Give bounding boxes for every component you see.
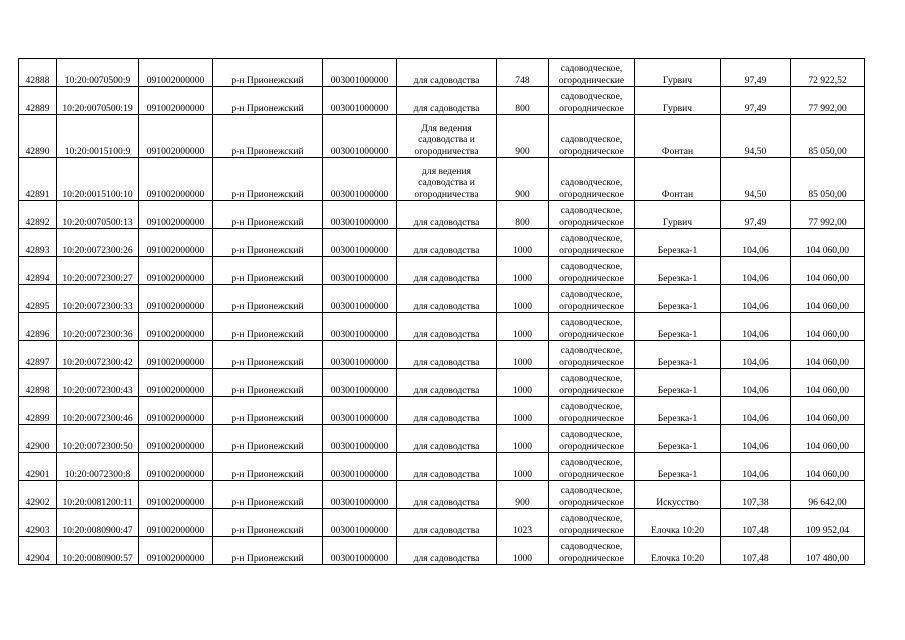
row-number-cell: 42894	[19, 257, 57, 285]
district-cell: р-н Прионежский	[213, 257, 323, 285]
land-category-cell: садоводческое, огородническое	[549, 453, 635, 481]
permitted-use-cell: для ведения садоводства и огородничества	[397, 158, 497, 201]
cadastral-number-cell: 10:20:0072300:33	[57, 285, 139, 313]
row-number-cell: 42901	[19, 453, 57, 481]
okato-code-cell: 091002000000	[139, 257, 213, 285]
cadastral-number-cell: 10:20:0015100:9	[57, 115, 139, 158]
land-category-cell: садоводческое, огородническое	[549, 285, 635, 313]
cadastral-number-cell: 10:20:0072300:43	[57, 369, 139, 397]
permitted-use-cell: для садоводства	[397, 257, 497, 285]
district-cell: р-н Прионежский	[213, 158, 323, 201]
cadastral-value-cell: 109 952,04	[791, 509, 865, 537]
cadastral-value-cell: 77 992,00	[791, 87, 865, 115]
row-number-cell: 42890	[19, 115, 57, 158]
settlement-cell: Гурвич	[635, 87, 721, 115]
area-cell: 1000	[497, 313, 549, 341]
district-cell: р-н Прионежский	[213, 537, 323, 565]
area-cell: 900	[497, 481, 549, 509]
district-cell: р-н Прионежский	[213, 59, 323, 87]
land-category-cell: садоводческое, огороднические	[549, 59, 635, 87]
settlement-cell: Березка-1	[635, 229, 721, 257]
permitted-use-cell: для садоводства	[397, 201, 497, 229]
land-category-cell: садоводческое, огородническое	[549, 397, 635, 425]
category-code-cell: 003001000000	[323, 397, 397, 425]
specific-value-cell: 97,49	[721, 201, 791, 229]
okato-code-cell: 091002000000	[139, 481, 213, 509]
cadastral-number-cell: 10:20:0072300:27	[57, 257, 139, 285]
district-cell: р-н Прионежский	[213, 229, 323, 257]
category-code-cell: 003001000000	[323, 341, 397, 369]
land-category-cell: садоводческое, огородническое	[549, 201, 635, 229]
cadastral-value-cell: 104 060,00	[791, 313, 865, 341]
land-category-cell: садоводческое, огородническое	[549, 537, 635, 565]
table-row	[19, 509, 865, 537]
district-cell: р-н Прионежский	[213, 201, 323, 229]
land-category-cell: садоводческое, огородническое	[549, 509, 635, 537]
cadastral-value-cell: 104 060,00	[791, 425, 865, 453]
okato-code-cell: 091002000000	[139, 201, 213, 229]
cadastral-value-cell: 104 060,00	[791, 397, 865, 425]
okato-code-cell: 091002000000	[139, 341, 213, 369]
okato-code-cell: 091002000000	[139, 115, 213, 158]
land-category-cell: садоводческое, огородническое	[549, 313, 635, 341]
cadastral-value-cell: 107 480,00	[791, 537, 865, 565]
cadastral-number-cell: 10:20:0015100:10	[57, 158, 139, 201]
table-row	[19, 397, 865, 425]
table-row	[19, 481, 865, 509]
district-cell: р-н Прионежский	[213, 481, 323, 509]
table-body	[19, 59, 865, 565]
district-cell: р-н Прионежский	[213, 369, 323, 397]
area-cell: 900	[497, 158, 549, 201]
specific-value-cell: 104,06	[721, 229, 791, 257]
settlement-cell: Фонтан	[635, 115, 721, 158]
area-cell: 1000	[497, 537, 549, 565]
settlement-cell: Березка-1	[635, 453, 721, 481]
settlement-cell: Березка-1	[635, 369, 721, 397]
land-category-cell: садоводческое, огородническое	[549, 425, 635, 453]
district-cell: р-н Прионежский	[213, 285, 323, 313]
category-code-cell: 003001000000	[323, 201, 397, 229]
category-code-cell: 003001000000	[323, 453, 397, 481]
cadastral-number-cell: 10:20:0072300:8	[57, 453, 139, 481]
land-category-cell: садоводческое, огородническое	[549, 87, 635, 115]
okato-code-cell: 091002000000	[139, 537, 213, 565]
table-row	[19, 115, 865, 158]
table-row	[19, 313, 865, 341]
cadastral-value-cell: 72 922,52	[791, 59, 865, 87]
table-row	[19, 87, 865, 115]
okato-code-cell: 091002000000	[139, 369, 213, 397]
settlement-cell: Березка-1	[635, 313, 721, 341]
table-row	[19, 201, 865, 229]
area-cell: 1000	[497, 453, 549, 481]
table-row	[19, 341, 865, 369]
land-category-cell: садоводческое, огородническое	[549, 158, 635, 201]
land-category-cell: садоводческое, огородническое	[549, 257, 635, 285]
cadastral-value-cell: 85 050,00	[791, 158, 865, 201]
category-code-cell: 003001000000	[323, 115, 397, 158]
area-cell: 1000	[497, 397, 549, 425]
cadastral-number-cell: 10:20:0072300:36	[57, 313, 139, 341]
area-cell: 1000	[497, 425, 549, 453]
area-cell: 1000	[497, 257, 549, 285]
permitted-use-cell: для садоводства	[397, 397, 497, 425]
settlement-cell: Березка-1	[635, 425, 721, 453]
cadastral-value-cell: 104 060,00	[791, 341, 865, 369]
district-cell: р-н Прионежский	[213, 341, 323, 369]
permitted-use-cell: для садоводства	[397, 425, 497, 453]
settlement-cell: Гурвич	[635, 201, 721, 229]
table-row	[19, 59, 865, 87]
category-code-cell: 003001000000	[323, 509, 397, 537]
settlement-cell: Фонтан	[635, 158, 721, 201]
table-row	[19, 425, 865, 453]
category-code-cell: 003001000000	[323, 87, 397, 115]
specific-value-cell: 107,38	[721, 481, 791, 509]
row-number-cell: 42888	[19, 59, 57, 87]
permitted-use-cell: для садоводства	[397, 341, 497, 369]
permitted-use-cell: Для ведения садоводства и огородничества	[397, 115, 497, 158]
cadastral-value-cell: 104 060,00	[791, 229, 865, 257]
table-row	[19, 453, 865, 481]
row-number-cell: 42889	[19, 87, 57, 115]
cadastral-number-cell: 10:20:0070500:19	[57, 87, 139, 115]
cadastral-number-cell: 10:20:0072300:50	[57, 425, 139, 453]
settlement-cell: Березка-1	[635, 285, 721, 313]
row-number-cell: 42898	[19, 369, 57, 397]
table-row	[19, 257, 865, 285]
table-row	[19, 158, 865, 201]
row-number-cell: 42896	[19, 313, 57, 341]
okato-code-cell: 091002000000	[139, 509, 213, 537]
category-code-cell: 003001000000	[323, 59, 397, 87]
district-cell: р-н Прионежский	[213, 87, 323, 115]
table-row	[19, 537, 865, 565]
cadastral-value-table	[18, 58, 865, 565]
cadastral-number-cell: 10:20:0072300:46	[57, 397, 139, 425]
area-cell: 1000	[497, 369, 549, 397]
settlement-cell: Березка-1	[635, 397, 721, 425]
specific-value-cell: 104,06	[721, 397, 791, 425]
specific-value-cell: 104,06	[721, 369, 791, 397]
district-cell: р-н Прионежский	[213, 425, 323, 453]
okato-code-cell: 091002000000	[139, 87, 213, 115]
okato-code-cell: 091002000000	[139, 453, 213, 481]
district-cell: р-н Прионежский	[213, 397, 323, 425]
specific-value-cell: 104,06	[721, 257, 791, 285]
permitted-use-cell: для садоводства	[397, 481, 497, 509]
okato-code-cell: 091002000000	[139, 425, 213, 453]
area-cell: 1000	[497, 285, 549, 313]
specific-value-cell: 104,06	[721, 341, 791, 369]
district-cell: р-н Прионежский	[213, 453, 323, 481]
okato-code-cell: 091002000000	[139, 229, 213, 257]
specific-value-cell: 94,50	[721, 115, 791, 158]
okato-code-cell: 091002000000	[139, 285, 213, 313]
row-number-cell: 42900	[19, 425, 57, 453]
permitted-use-cell: для садоводства	[397, 537, 497, 565]
specific-value-cell: 97,49	[721, 87, 791, 115]
row-number-cell: 42891	[19, 158, 57, 201]
area-cell: 900	[497, 115, 549, 158]
specific-value-cell: 104,06	[721, 453, 791, 481]
permitted-use-cell: для садоводства	[397, 313, 497, 341]
category-code-cell: 003001000000	[323, 229, 397, 257]
specific-value-cell: 107,48	[721, 537, 791, 565]
row-number-cell: 42893	[19, 229, 57, 257]
cadastral-number-cell: 10:20:0072300:42	[57, 341, 139, 369]
okato-code-cell: 091002000000	[139, 158, 213, 201]
permitted-use-cell: для садоводства	[397, 229, 497, 257]
settlement-cell: Искусство	[635, 481, 721, 509]
okato-code-cell: 091002000000	[139, 313, 213, 341]
specific-value-cell: 97,49	[721, 59, 791, 87]
cadastral-number-cell: 10:20:0081200:11	[57, 481, 139, 509]
settlement-cell: Елочка 10:20	[635, 537, 721, 565]
category-code-cell: 003001000000	[323, 285, 397, 313]
specific-value-cell: 104,06	[721, 313, 791, 341]
cadastral-number-cell: 10:20:0080900:57	[57, 537, 139, 565]
row-number-cell: 42899	[19, 397, 57, 425]
table-row	[19, 369, 865, 397]
row-number-cell: 42904	[19, 537, 57, 565]
category-code-cell: 003001000000	[323, 257, 397, 285]
cadastral-value-cell: 85 050,00	[791, 115, 865, 158]
row-number-cell: 42895	[19, 285, 57, 313]
table-row	[19, 229, 865, 257]
settlement-cell: Гурвич	[635, 59, 721, 87]
specific-value-cell: 94,50	[721, 158, 791, 201]
permitted-use-cell: для садоводства	[397, 87, 497, 115]
cadastral-value-cell: 104 060,00	[791, 257, 865, 285]
cadastral-number-cell: 10:20:0072300:26	[57, 229, 139, 257]
okato-code-cell: 091002000000	[139, 397, 213, 425]
land-category-cell: садоводческое, огородническое	[549, 115, 635, 158]
area-cell: 800	[497, 201, 549, 229]
district-cell: р-н Прионежский	[213, 115, 323, 158]
settlement-cell: Березка-1	[635, 341, 721, 369]
specific-value-cell: 104,06	[721, 285, 791, 313]
land-category-cell: садоводческое, огородническое	[549, 229, 635, 257]
settlement-cell: Березка-1	[635, 257, 721, 285]
land-category-cell: садоводческое, огородническое	[549, 481, 635, 509]
cadastral-number-cell: 10:20:0070500:9	[57, 59, 139, 87]
permitted-use-cell: для садоводства	[397, 453, 497, 481]
cadastral-value-cell: 104 060,00	[791, 369, 865, 397]
cadastral-value-cell: 104 060,00	[791, 453, 865, 481]
row-number-cell: 42892	[19, 201, 57, 229]
row-number-cell: 42897	[19, 341, 57, 369]
row-number-cell: 42903	[19, 509, 57, 537]
category-code-cell: 003001000000	[323, 369, 397, 397]
cadastral-value-cell: 104 060,00	[791, 285, 865, 313]
permitted-use-cell: для садоводства	[397, 369, 497, 397]
area-cell: 1000	[497, 229, 549, 257]
district-cell: р-н Прионежский	[213, 313, 323, 341]
okato-code-cell: 091002000000	[139, 59, 213, 87]
permitted-use-cell: для садоводства	[397, 59, 497, 87]
category-code-cell: 003001000000	[323, 481, 397, 509]
cadastral-value-cell: 77 992,00	[791, 201, 865, 229]
cadastral-number-cell: 10:20:0070500:13	[57, 201, 139, 229]
table-row	[19, 285, 865, 313]
land-category-cell: садоводческое, огородническое	[549, 369, 635, 397]
specific-value-cell: 107,48	[721, 509, 791, 537]
district-cell: р-н Прионежский	[213, 509, 323, 537]
category-code-cell: 003001000000	[323, 537, 397, 565]
category-code-cell: 003001000000	[323, 425, 397, 453]
category-code-cell: 003001000000	[323, 313, 397, 341]
row-number-cell: 42902	[19, 481, 57, 509]
permitted-use-cell: для садоводства	[397, 285, 497, 313]
area-cell: 748	[497, 59, 549, 87]
area-cell: 1023	[497, 509, 549, 537]
area-cell: 1000	[497, 341, 549, 369]
settlement-cell: Елочка 10:20	[635, 509, 721, 537]
category-code-cell: 003001000000	[323, 158, 397, 201]
permitted-use-cell: для садоводства	[397, 509, 497, 537]
area-cell: 800	[497, 87, 549, 115]
cadastral-value-cell: 96 642,00	[791, 481, 865, 509]
cadastral-number-cell: 10:20:0080900:47	[57, 509, 139, 537]
land-category-cell: садоводческое, огородническое	[549, 341, 635, 369]
specific-value-cell: 104,06	[721, 425, 791, 453]
